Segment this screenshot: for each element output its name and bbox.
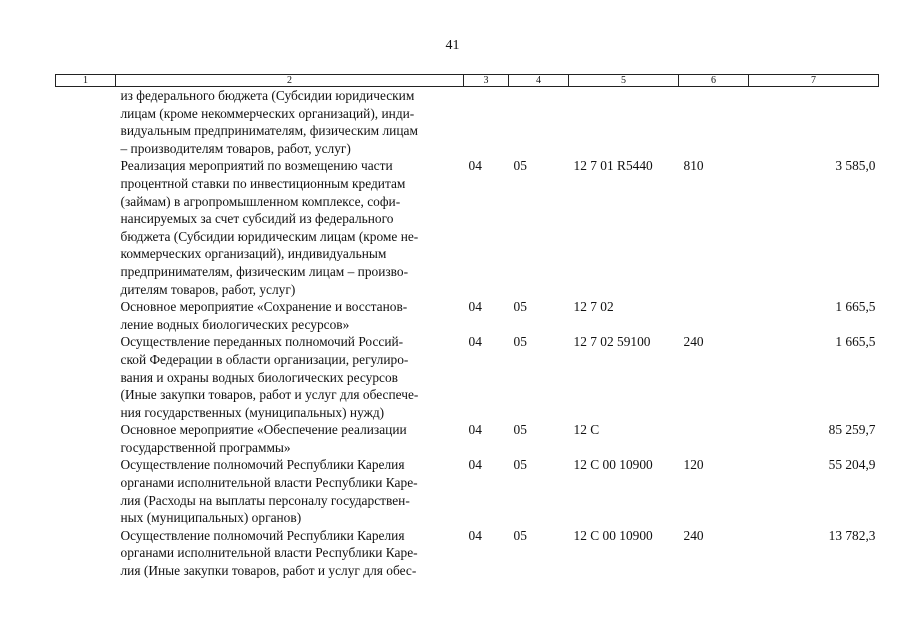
item-name-line: вания и охраны водных биологических ресурсов (120, 369, 399, 385)
amount-value (749, 87, 879, 158)
target-article-code: 12 7 01 R5440 (573, 158, 653, 174)
expense-type-code (679, 298, 749, 333)
item-name-line: Основное мероприятие «Сохранение и восстанов- (120, 299, 408, 315)
budget-table-body (56, 75, 879, 580)
amount-value: 3 585,0 (835, 158, 876, 174)
column-number-1: 1 (56, 75, 116, 87)
item-name-line: ление водных биологических ресурсов» (120, 316, 350, 332)
expense-type-code: 240 (683, 334, 704, 350)
amount-value: 1 665,5 (835, 334, 876, 350)
empty-cell-col1 (56, 298, 116, 333)
item-name-cell (116, 421, 464, 456)
item-name-line: Основное мероприятие «Обеспечение реализации (120, 422, 407, 438)
subsection-code: 05 (513, 527, 527, 543)
subsection-code: 05 (513, 158, 527, 174)
empty-cell-col1 (56, 157, 116, 298)
item-name-line: предпринимателям, физическим лицам – произво- (120, 263, 409, 279)
subsection-code: 05 (513, 457, 527, 473)
table-row (56, 456, 879, 526)
item-name-line: Реализация мероприятий по возмещению части (120, 158, 393, 174)
table-row (56, 527, 879, 580)
amount-value: 85 259,7 (828, 422, 876, 438)
column-number-4: 4 (509, 75, 569, 87)
item-name-line: государственной программы» (120, 439, 291, 455)
item-name-line: органами исполнительной власти Республики Каре- (120, 475, 418, 491)
item-name-line: – производителям товаров, работ, услуг) (120, 140, 351, 156)
section-code: 04 (468, 334, 482, 350)
column-number-header (56, 75, 879, 87)
section-code (464, 87, 509, 158)
item-name-cell (116, 333, 464, 421)
target-article-code: 12 7 02 (573, 299, 614, 315)
item-name-line: ных (муниципальных) органов) (120, 510, 302, 526)
item-name-line: органами исполнительной власти Республики Каре- (120, 545, 418, 561)
page-number: 41 (445, 38, 460, 53)
section-code: 04 (468, 527, 482, 543)
table-row (56, 298, 879, 333)
item-name-line: нансируемых за счет субсидий из федерального (120, 211, 394, 227)
amount-value: 13 782,3 (828, 527, 876, 543)
column-number-6: 6 (679, 75, 749, 87)
subsection-code: 05 (513, 299, 527, 315)
item-name-line: лия (Расходы на выплаты персоналу государствен- (120, 492, 410, 508)
section-code: 04 (468, 422, 482, 438)
item-name-cell (116, 298, 464, 333)
table-row (56, 333, 879, 421)
section-code: 04 (468, 299, 482, 315)
expense-type-code (679, 87, 749, 158)
amount-value: 1 665,5 (835, 299, 876, 315)
section-code: 04 (468, 457, 482, 473)
column-number-3: 3 (464, 75, 509, 87)
empty-cell-col1 (56, 421, 116, 456)
item-name-line: дителям товаров, работ, услуг) (120, 281, 296, 297)
empty-cell-col1 (56, 456, 116, 526)
table-row (56, 87, 879, 158)
item-name-line: ния государственных (муниципальных) нужд) (120, 404, 385, 420)
target-article-code: 12 С (573, 422, 600, 438)
item-name-cell (116, 456, 464, 526)
item-name-cell (116, 87, 464, 158)
amount-value: 55 204,9 (828, 457, 876, 473)
item-name-line: (займам) в агропромышленном комплексе, софи- (120, 193, 401, 209)
expense-type-code: 810 (683, 158, 704, 174)
item-name-line: (Иные закупки товаров, работ и услуг для обеспече- (120, 387, 419, 403)
item-name-line: лия (Иные закупки товаров, работ и услуг для обес- (120, 563, 417, 579)
target-article-code: 12 С 00 10900 (573, 457, 653, 473)
target-article-code: 12 С 00 10900 (573, 527, 653, 543)
item-name-cell (116, 157, 464, 298)
item-name-line: коммерческих организаций), индивидуальным (120, 246, 387, 262)
column-number-5: 5 (569, 75, 679, 87)
budget-table (55, 74, 879, 580)
item-name-line: бюджета (Субсидии юридическим лицам (кроме не- (120, 228, 419, 244)
target-article-code: 12 7 02 59100 (573, 334, 651, 350)
empty-cell-col1 (56, 87, 116, 158)
column-number-7: 7 (749, 75, 879, 87)
item-name-line: процентной ставки по инвестиционным кредитам (120, 175, 406, 191)
subsection-code: 05 (513, 334, 527, 350)
expense-type-code: 240 (683, 527, 704, 543)
item-name-line: из федерального бюджета (Субсидии юридическим (120, 88, 415, 103)
table-row (56, 157, 879, 298)
expense-type-code (679, 421, 749, 456)
item-name-line: Осуществление полномочий Республики Карелия (120, 527, 405, 543)
item-name-line: Осуществление полномочий Республики Карелия (120, 457, 405, 473)
expense-type-code: 120 (683, 457, 704, 473)
item-name-line: видуальным предпринимателям, физическим лицам (120, 123, 418, 139)
empty-cell-col1 (56, 333, 116, 421)
column-number-2: 2 (116, 75, 464, 87)
section-code: 04 (468, 158, 482, 174)
empty-cell-col1 (56, 527, 116, 580)
item-name-line: лицам (кроме некоммерческих организаций), инди- (120, 105, 415, 121)
item-name-cell (116, 527, 464, 580)
subsection-code (509, 87, 569, 158)
target-article-code (569, 87, 679, 158)
item-name-line: Осуществление переданных полномочий Россий- (120, 334, 404, 350)
table-row (56, 421, 879, 456)
subsection-code: 05 (513, 422, 527, 438)
item-name-line: ской Федерации в области организации, регулиро- (120, 351, 409, 367)
